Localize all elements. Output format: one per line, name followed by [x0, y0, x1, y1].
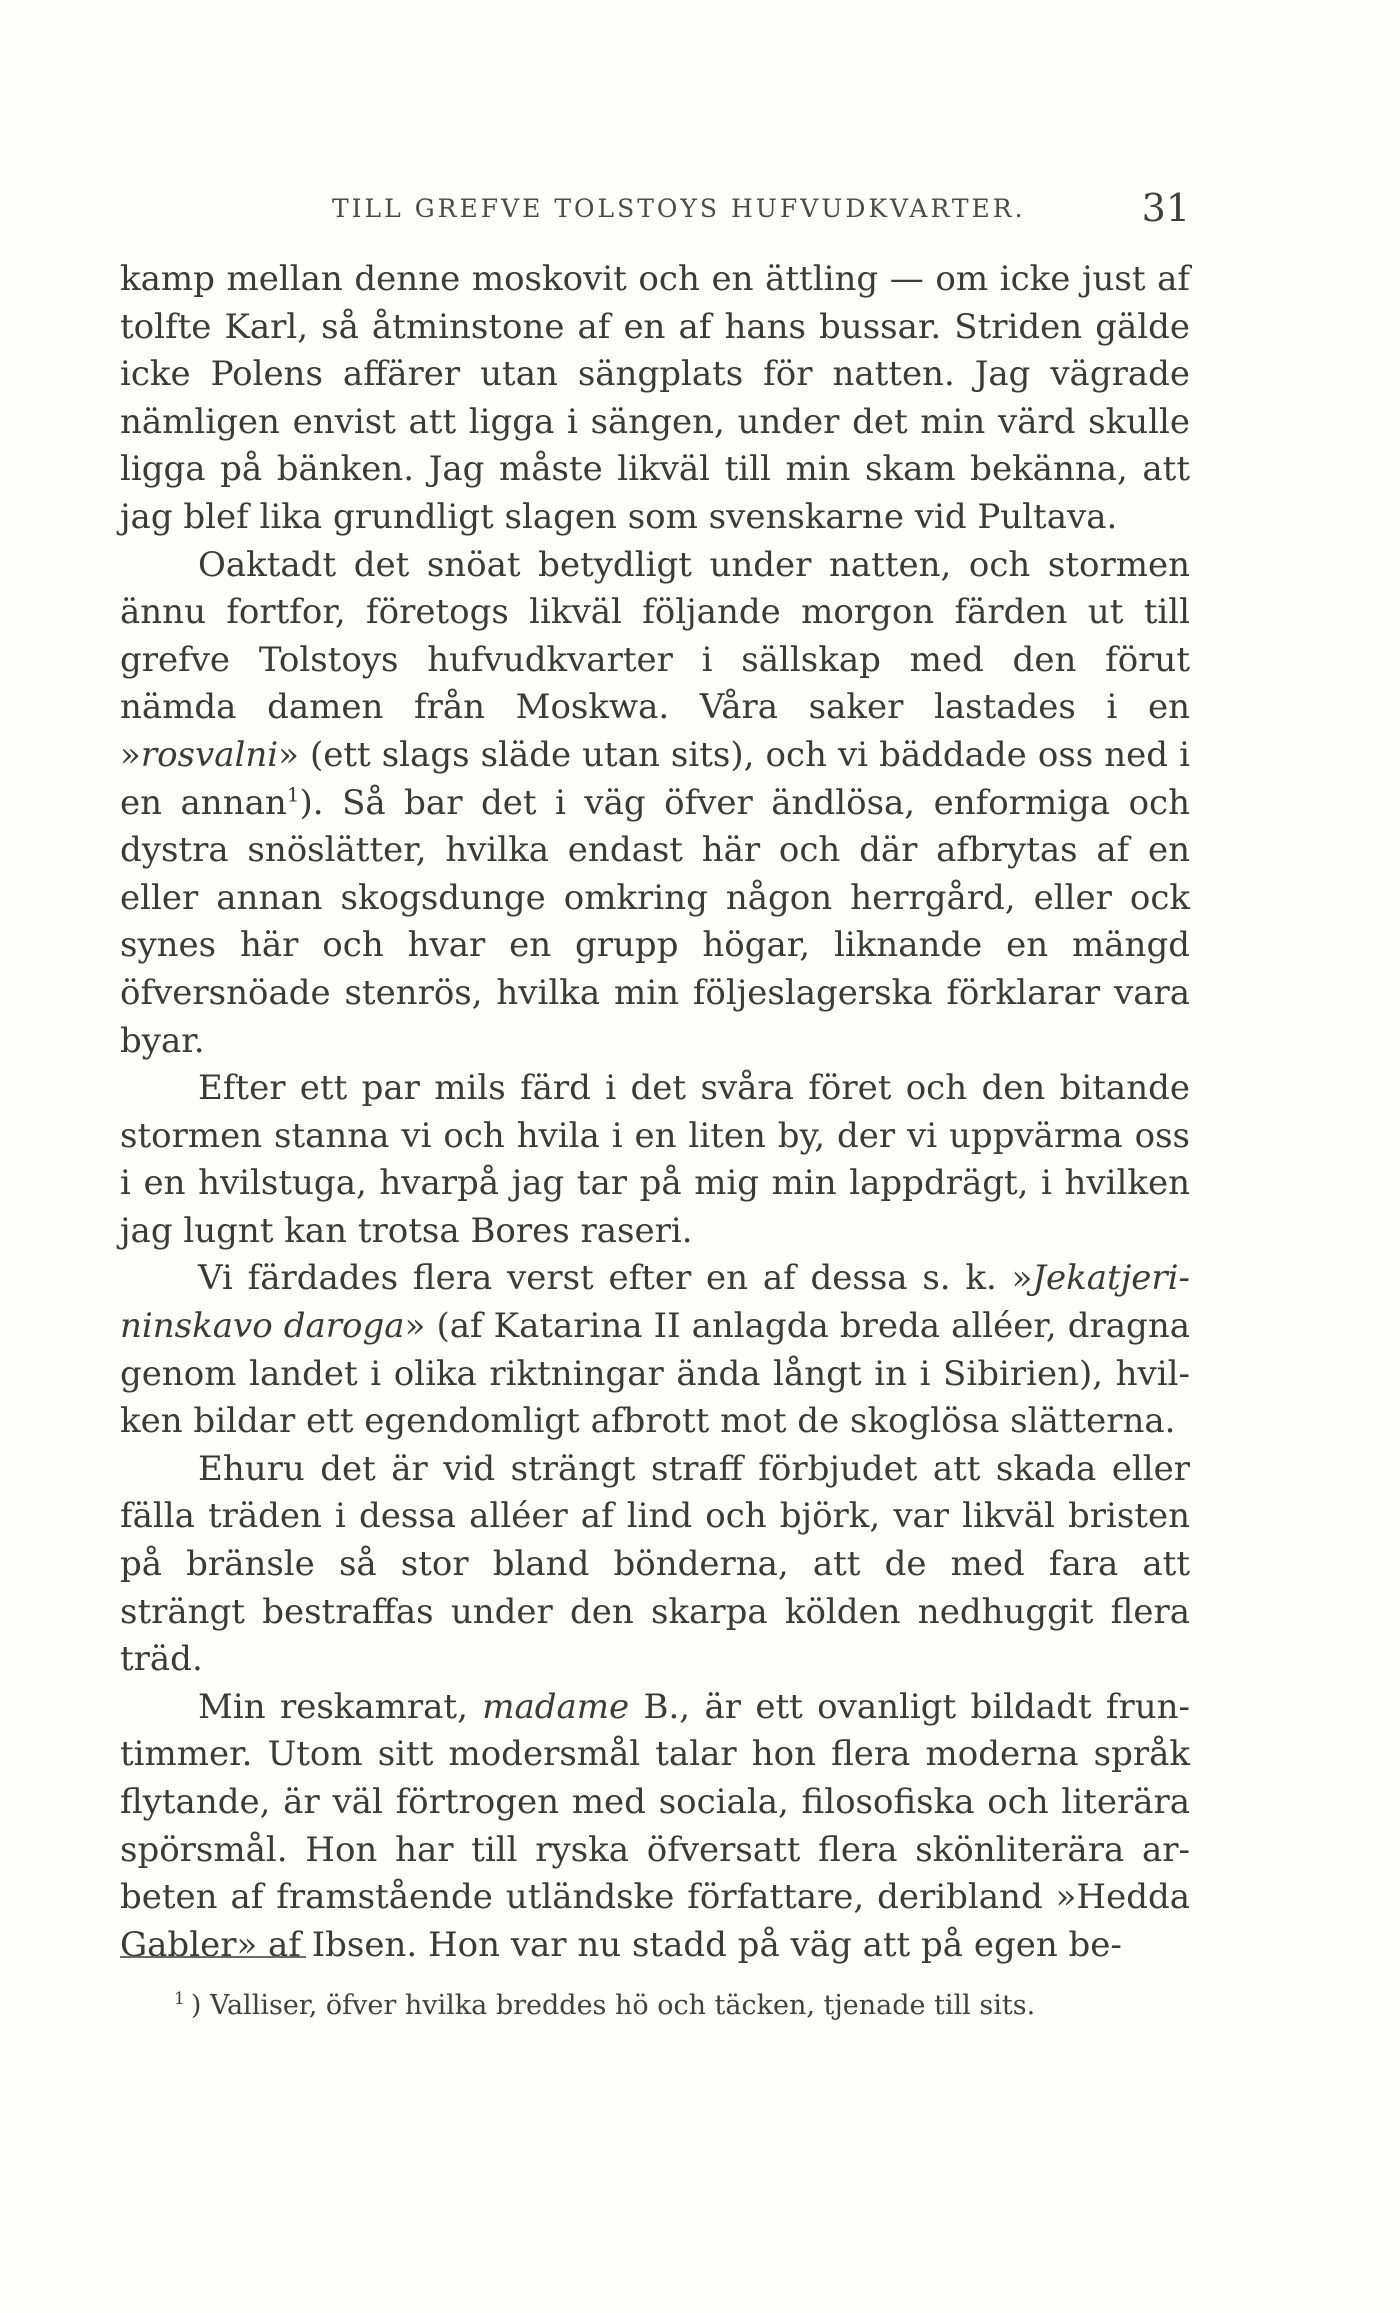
- running-header: [122, 186, 1190, 230]
- page-number: 31: [1141, 186, 1190, 230]
- paragraph-2-text-c: ). Så bar det i väg öfver ändlösa, enformiga och dystra snöslätter, hvilka endast här och där afbrytas af en eller annan skogsdunge omkring någon herrgård, eller ock synes här och hvar en grupp högar, liknande en mängd öfversnöade stenrös, hvilka min följeslagerska förklarar vara byar.: [120, 782, 1190, 1061]
- paragraph-6-italic: madame: [482, 1686, 630, 1727]
- footnote-reference: 1: [286, 782, 300, 807]
- footnote-text: ) Valliser, öfver hvilka breddes hö och täcken, tjenade till sits.: [190, 1990, 1036, 2021]
- paragraph-6-text-a: Min reskamrat,: [198, 1686, 483, 1727]
- paragraph-4-text-a: Vi färdades flera verst efter en af dessa s. k. »: [198, 1258, 1033, 1299]
- paragraph-2-text-b: » (ett slags släde utan sits), och vi bäddade oss ned i en annan: [120, 734, 1190, 823]
- paragraph-2-text-a: Oaktadt det snöat betydligt under natten, och stormen ännu fortfor, företogs likväl följande morgon färden ut till grefve Tolstoys hufvudkvarter i sällskap med den förut nämda damen från Moskwa. Våra saker lastades i en »: [120, 544, 1190, 775]
- paragraph-2-italic: rosvalni: [140, 734, 279, 775]
- paragraph-6-text-b: B., är ett ovanligt bildadt fruntimmer. Utom sitt modersmål talar hon flera moderna språk flytande, är väl förtrogen med sociala, filosofiska och literära spörsmål. Hon har till ryska öfversatt flera skönliterära arbeten af framstående utländske författare, deribland »Hedda Gabler» af Ibsen. Hon var nu stadd på väg att på egen be-: [120, 1686, 1190, 1965]
- body-text: [120, 256, 1190, 1969]
- paragraph-4-text-b: » (af Katarina II anlagda breda alléer, dragna genom landet i olika riktningar ända långt in i Sibirien), hvilken bildar ett egendomligt afbrott mot de skoglösa slätterna.: [120, 1306, 1190, 1442]
- paragraph-5: Ehuru det är vid strängt straff förbjudet att skada eller fälla träden i dessa alléer af lind och björk, var likväl bristen på bränsle så stor bland bönderna, att de med fara att strängt bestraffas under den skarpa kölden nedhuggit flera träd.: [120, 1448, 1190, 1680]
- footnote: [174, 1988, 1174, 2024]
- paragraph-1: kamp mellan denne moskovit och en ättling — om icke just af tolfte Karl, så åtminstone af en af hans bussar. Striden gälde icke Polens affärer utan sängplats för natten. Jag vägrade nämligen envist att ligga i sängen, under det min värd skulle ligga på bänken. Jag måste likväl till min skam bekänna, att jag blef lika grundligt slagen som svenskarne vid Pultava.: [120, 259, 1190, 537]
- footnote-divider: [120, 1956, 306, 1958]
- paragraph-2: [120, 542, 1190, 1066]
- paragraph-3: Efter ett par mils färd i det svåra föret och den bitande stormen stanna vi och hvila i en liten by, der vi uppvärma oss i en hvilstuga, hvarpå jag tar på mig min lappdrägt, i hvilken jag lugnt kan trotsa Bores raseri.: [120, 1068, 1190, 1251]
- paragraph-4-italic: Jekatjerininskavo daroga: [120, 1258, 1190, 1347]
- footnote-marker: 1: [174, 1989, 185, 2009]
- paragraph-6: [120, 1684, 1190, 1970]
- paragraph-4: [120, 1255, 1190, 1445]
- running-title: TILL GREFVE TOLSTOYS HUFVUDKVARTER.: [332, 194, 1026, 223]
